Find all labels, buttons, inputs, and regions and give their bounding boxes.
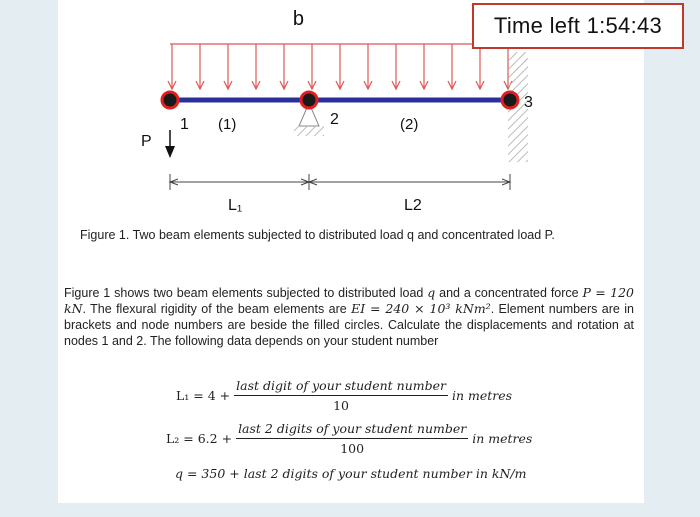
node-3-label: 3 (524, 94, 533, 111)
l2-fraction (236, 421, 468, 456)
paragraph-text: Figure 1 shows two beam elements subjected to distributed load (64, 286, 428, 300)
node-2-label: 2 (330, 111, 339, 128)
paragraph-text: . The flexural rigidity of the beam elements are (82, 302, 352, 316)
l2-numerator: last 2 digits of your student number (236, 421, 468, 439)
element-2-label: (2) (400, 116, 419, 133)
element-1-label: (1) (218, 116, 237, 133)
length-l1-label: L₁ (228, 197, 243, 214)
paragraph-text: and a concentrated force (435, 286, 583, 300)
force-arrow-head (165, 146, 175, 158)
l1-denominator: 10 (333, 398, 350, 413)
node-3 (502, 92, 518, 108)
l2-formula (166, 421, 532, 456)
q-symbol: q (427, 285, 436, 300)
node-1 (162, 92, 178, 108)
l1-fraction (234, 378, 448, 413)
force-label: P (141, 133, 152, 150)
length-l2-label: L2 (404, 197, 422, 214)
figure-caption: Figure 1. Two beam elements subjected to distributed load q and concentrated load P. (80, 228, 555, 242)
l1-numerator: last digit of your student number (234, 378, 448, 396)
node-2 (301, 92, 317, 108)
paragraph-text: . Element numbers are in brackets and node numbers are beside the filled circles. Calculate the displacements and rotation at nodes 1 and 2. The following data depends on your student number (64, 302, 634, 348)
load-label: q (292, 9, 304, 31)
support-ground (294, 126, 324, 136)
l2-denominator: 100 (340, 441, 365, 456)
ei-equation: EI = 240 × 10³ kNm² (351, 301, 491, 316)
q-formula: q = 350 + last 2 digits of your student number in kN/m (175, 466, 527, 481)
l1-lhs: L₁ = 4 + (176, 388, 231, 403)
node-1-label: 1 (180, 116, 189, 133)
distributed-load-arrows (168, 44, 512, 89)
p-equation: P = 120 kN (64, 285, 634, 316)
l2-unit: in metres (472, 431, 533, 446)
time-left-timer: Time left 1:54:43 (472, 3, 684, 49)
l2-lhs: L₂ = 6.2 + (166, 431, 233, 446)
l1-unit: in metres (451, 388, 513, 403)
problem-paragraph (64, 285, 634, 349)
l1-formula (176, 378, 512, 413)
